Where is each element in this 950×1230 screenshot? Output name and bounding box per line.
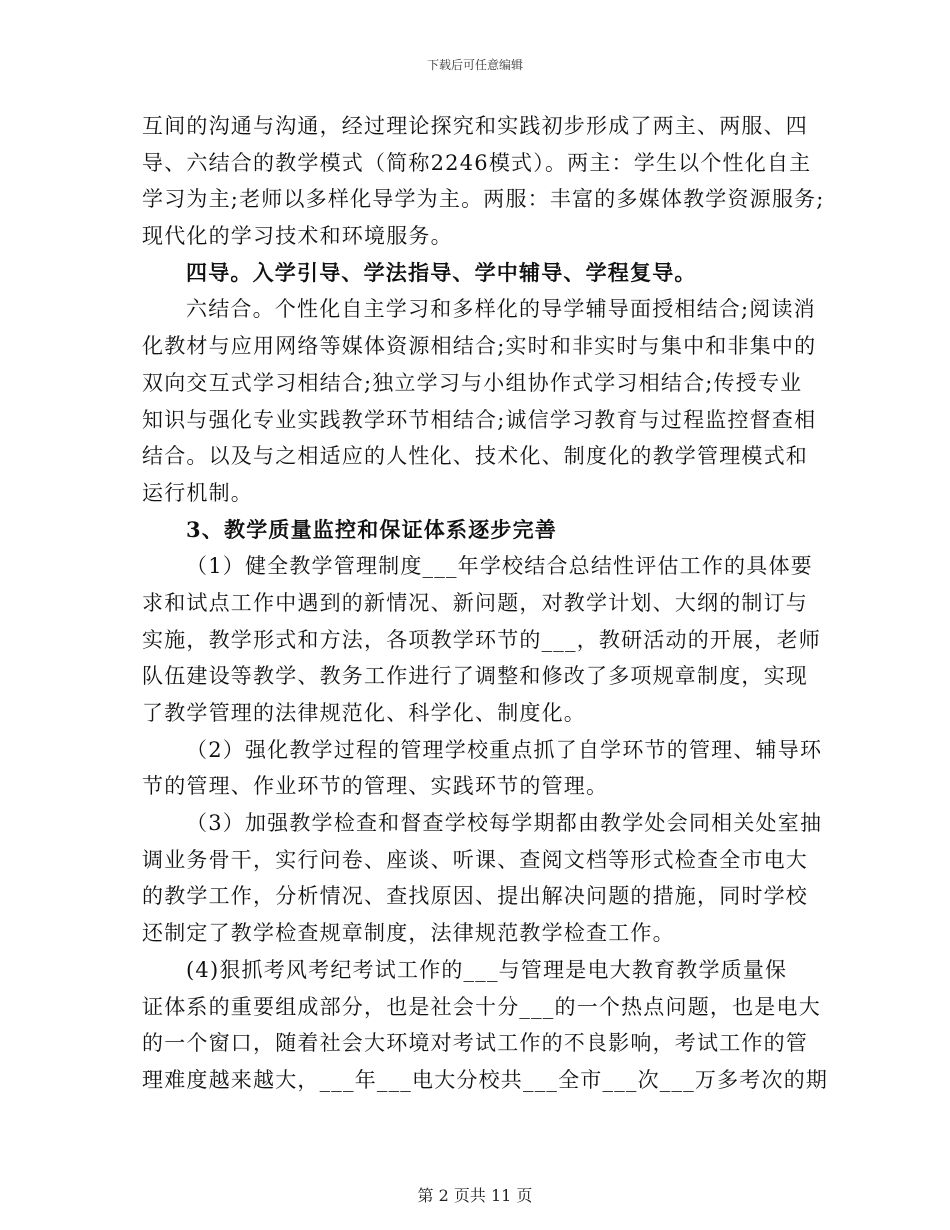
- paragraph-line: 证体系的重要组成部分，也是社会十分___的一个热点问题，也是电大: [142, 994, 821, 1019]
- paragraph-line: 的教学工作，分析情况、查找原因、提出解决问题的措施，同时学校: [142, 884, 808, 909]
- page-footer: 第 2 页共 11 页: [417, 1186, 533, 1205]
- document-body: [142, 108, 829, 1099]
- paragraph-line: 调业务骨干，实行问卷、座谈、听课、查阅文档等形式检查全市电大: [142, 847, 808, 872]
- paragraph-line: （2）强化教学过程的管理学校重点抓了自学环节的管理、辅导环: [186, 737, 823, 762]
- paragraph-line: 知识与强化专业实践教学环节相结合;诚信学习教育与过程监控督查相: [142, 407, 817, 432]
- paragraph-line: 导、六结合的教学模式（简称2246模式）。两主：学生以个性化自主: [142, 150, 812, 175]
- section-heading-line: 四导。入学引导、学法指导、学中辅导、学程复导。: [186, 259, 697, 285]
- section-heading-line: 3、教学质量监控和保证体系逐步完善: [186, 516, 558, 542]
- paragraph-line: 学习为主;老师以多样化导学为主。两服：丰富的多媒体教学资源服务;: [142, 187, 825, 212]
- paragraph-line: 的一个窗口，随着社会大环境对考试工作的不良影响，考试工作的管: [142, 1031, 808, 1056]
- paragraph-line: （3）加强教学检查和督查学校每学期都由教学处会同相关处室抽: [186, 811, 823, 836]
- paragraph-line: （1）健全教学管理制度___年学校结合总结性评估工作的具体要: [186, 554, 813, 579]
- paragraph-line: 还制定了教学检查规章制度，法律规范教学检查工作。: [142, 921, 675, 946]
- paragraph-line: 队伍建设等教学、教务工作进行了调整和修改了多项规章制度，实现: [142, 664, 808, 689]
- paragraph-line: 双向交互式学习相结合;独立学习与小组协作式学习相结合;传授专业: [142, 370, 803, 395]
- paragraph-line: 六结合。个性化自主学习和多样化的导学辅导面授相结合;阅读消: [186, 297, 816, 322]
- paragraph-line: 化教材与应用网络等媒体资源相结合;实时和非实时与集中和非集中的: [142, 334, 817, 359]
- paragraph-line: 互间的沟通与沟通，经过理论探究和实践初步形成了两主、两服、四: [142, 114, 808, 138]
- page-header: 下载后可任意编辑: [426, 58, 523, 72]
- paragraph-line: 结合。以及与之相适应的人性化、技术化、制度化的教学管理模式和: [142, 444, 808, 469]
- paragraph-line: 运行机制。: [142, 480, 253, 505]
- paragraph-line: 求和试点工作中遇到的新情况、新问题，对教学计划、大纲的制订与: [142, 590, 808, 615]
- paragraph-line: 节的管理、作业环节的管理、实践环节的管理。: [142, 774, 609, 799]
- paragraph-line: 理难度越来越大，___年___电大分校共___全市___次___万多考次的期: [142, 1067, 829, 1092]
- paragraph-line: 实施，教学形式和方法，各项教学环节的___，教研活动的开展，老师: [142, 627, 821, 652]
- paragraph-line: 现代化的学习技术和环境服务。: [142, 224, 453, 249]
- paragraph-line: 了教学管理的法律规范化、科学化、制度化。: [142, 701, 586, 725]
- paragraph-line: (4)狠抓考风考纪考试工作的___与管理是电大教育教学质量保: [186, 957, 788, 982]
